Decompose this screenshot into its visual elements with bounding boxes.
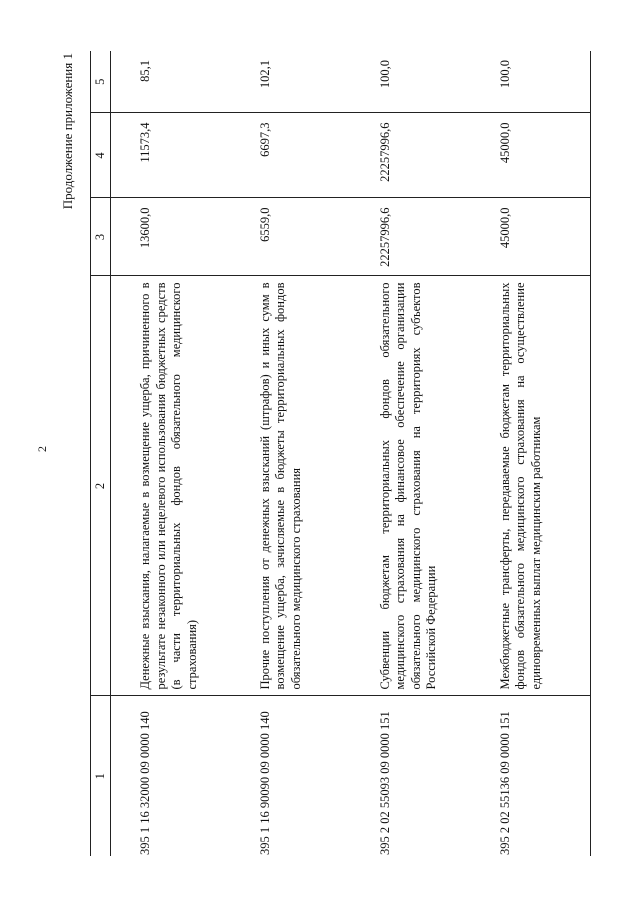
table-row — [231, 51, 351, 856]
header-col-5: 5 — [91, 51, 111, 113]
header-col-4: 4 — [91, 113, 111, 198]
row-name: Прочие поступления от денежных взысканий (штрафов) и иных сумм в возмещение ущерба, зачисляемые в бюджеты территориальных фондов обязательного медицинского страхования — [231, 276, 351, 696]
rotated-page-content — [60, 51, 590, 856]
row-col3: 6559,0 — [231, 198, 351, 276]
revenue-table — [90, 51, 591, 856]
table-row — [111, 51, 231, 856]
row-name: Субвенции бюджетам территориальных фондов обязательного медицинского страхования на финансовое обеспечение организации обязательного медицинского страхования на территориях субъектов Российской Федерации — [351, 276, 471, 696]
row-name: Денежные взыскания, налагаемые в возмещение ущерба, причиненного в результате незаконного или нецелевого использования бюджетных средств (в части территориальных фондов обязательного медицинского страхования) — [111, 276, 231, 696]
appendix-caption: Продолжение приложения 1 — [60, 53, 75, 210]
row-col5: 85,1 — [111, 51, 231, 113]
table-row — [471, 51, 591, 856]
page-number: 2 — [35, 446, 49, 452]
header-col-2: 2 — [91, 276, 111, 696]
row-code: 395 2 02 55136 09 0000 151 — [471, 696, 591, 856]
row-code: 395 1 16 32000 09 0000 140 — [138, 711, 152, 855]
row-col4: 45000,0 — [471, 113, 591, 198]
row-col4: 11573,4 — [111, 113, 231, 198]
row-name: Межбюджетные трансферты, передаваемые бюджетам территориальных фондов обязательного медицинского страхования на осуществление единовременных выплат медицинским работникам — [471, 276, 591, 696]
row-col3: 13600,0 — [111, 198, 231, 276]
row-col5: 100,0 — [351, 51, 471, 113]
row-col4: 6697,3 — [231, 113, 351, 198]
header-col-3: 3 — [91, 198, 111, 276]
row-col3: 22257996,6 — [351, 198, 471, 276]
row-code: 395 1 16 90090 09 0000 140 — [257, 711, 272, 855]
row-col3: 45000,0 — [471, 198, 591, 276]
header-col-1: 1 — [91, 696, 111, 856]
row-col5: 100,0 — [471, 51, 591, 113]
table-header-row — [91, 51, 111, 856]
row-col4: 22257996,6 — [351, 113, 471, 198]
row-col5: 102,1 — [231, 51, 351, 113]
table-row — [351, 51, 471, 856]
row-code: 395 2 02 55093 09 0000 151 — [377, 711, 392, 855]
